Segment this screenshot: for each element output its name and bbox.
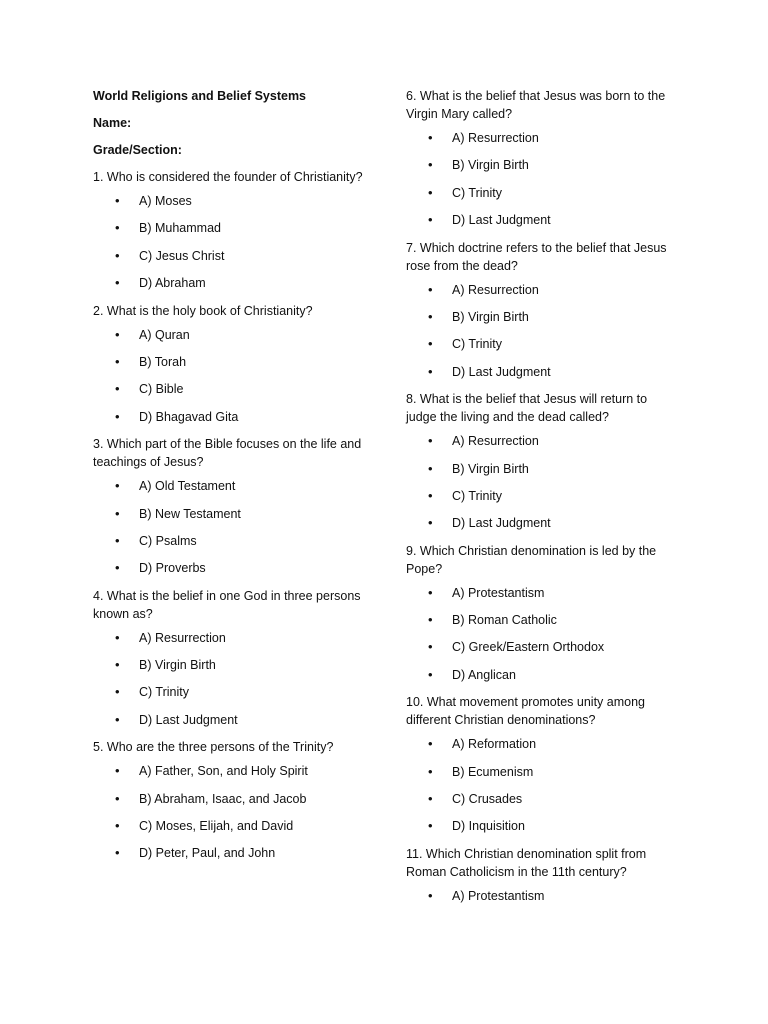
question-block	[406, 845, 681, 905]
option-item: • D) Anglican	[406, 666, 681, 684]
option-item: • A) Reformation	[406, 735, 681, 753]
option-item: • C) Greek/Eastern Orthodox	[406, 638, 681, 656]
option-item: • D) Last Judgment	[406, 514, 681, 532]
option-item: • B) Virgin Birth	[406, 156, 681, 174]
question-text: 2. What is the holy book of Christianity?	[93, 303, 313, 318]
option-item: • A) Resurrection	[406, 129, 681, 147]
question-block	[406, 542, 681, 684]
question-text: 1. Who is considered the founder of Christianity?	[93, 170, 363, 184]
grade-section-label: Grade/Section:	[93, 143, 182, 157]
option-item: • C) Moses, Elijah, and David	[93, 817, 363, 835]
option-item: • D) Last Judgment	[406, 211, 681, 229]
option-item: • A) Old Testament	[93, 477, 363, 495]
right-column	[406, 87, 681, 914]
option-item: • B) Abraham, Isaac, and Jacob	[93, 790, 363, 808]
question-block	[93, 587, 363, 729]
option-item: • A) Resurrection	[93, 629, 363, 647]
option-item: • D) Proverbs	[93, 559, 363, 577]
option-item: • B) Ecumenism	[406, 763, 681, 781]
option-item: • C) Crusades	[406, 790, 681, 808]
option-item: • C) Jesus Christ	[93, 247, 363, 265]
question-block	[93, 738, 363, 862]
option-item: • A) Protestantism	[406, 887, 681, 905]
question-text: 5. Who are the three persons of the Trinity?	[93, 740, 334, 755]
option-list	[93, 477, 363, 577]
question-text: 6. What is the belief that Jesus was born to the Virgin Mary called?	[406, 89, 666, 121]
option-list	[406, 887, 681, 905]
question-text: 11. Which Christian denomination split from Roman Catholicism in the 11th century?	[406, 846, 647, 879]
option-item: • C) Trinity	[406, 184, 681, 202]
option-item: • D) Abraham	[93, 274, 363, 292]
question-text: 9. Which Christian denomination is led by the Pope?	[406, 543, 657, 576]
option-list	[93, 629, 363, 729]
option-list	[93, 762, 363, 862]
option-item: • C) Trinity	[93, 683, 363, 701]
question-block	[406, 87, 681, 229]
option-item: • D) Inquisition	[406, 817, 681, 835]
question-block	[93, 435, 363, 577]
document-title: World Religions and Belief Systems	[93, 89, 307, 103]
question-block	[406, 390, 681, 532]
question-block	[406, 239, 681, 381]
question-block	[93, 302, 363, 426]
option-list	[93, 192, 363, 292]
option-item: • A) Resurrection	[406, 432, 681, 450]
option-item: • A) Moses	[93, 192, 363, 210]
option-list	[406, 129, 681, 229]
option-item: • C) Trinity	[406, 335, 681, 353]
option-item: • B) Virgin Birth	[93, 656, 363, 674]
left-column	[93, 87, 363, 872]
option-list	[93, 326, 363, 426]
option-item: • D) Last Judgment	[93, 711, 363, 729]
option-item: • B) New Testament	[93, 505, 363, 523]
option-item: • C) Trinity	[406, 487, 681, 505]
option-item: • B) Muhammad	[93, 219, 363, 237]
option-item: • C) Psalms	[93, 532, 363, 550]
question-text: 10. What movement promotes unity among different Christian denominations?	[406, 695, 646, 728]
option-item: • A) Resurrection	[406, 281, 681, 299]
option-item: • A) Protestantism	[406, 584, 681, 602]
option-item: • B) Torah	[93, 353, 363, 371]
option-list	[406, 281, 681, 381]
option-item: • B) Virgin Birth	[406, 460, 681, 478]
option-list	[406, 584, 681, 684]
question-text: 8. What is the belief that Jesus will return to judge the living and the dead called?	[406, 392, 648, 425]
option-item: • B) Roman Catholic	[406, 611, 681, 629]
question-block	[93, 168, 363, 292]
option-item: • A) Quran	[93, 326, 363, 344]
question-text: 3. Which part of the Bible focuses on the life and teachings of Jesus?	[93, 437, 362, 470]
option-list	[406, 432, 681, 532]
option-item: • B) Virgin Birth	[406, 308, 681, 326]
option-item: • A) Father, Son, and Holy Spirit	[93, 762, 363, 780]
name-label: Name:	[93, 116, 132, 130]
option-item: • C) Bible	[93, 380, 363, 398]
question-block	[406, 693, 681, 835]
question-text: 4. What is the belief in one God in three persons known as?	[93, 588, 361, 621]
option-list	[406, 735, 681, 835]
option-item: • D) Last Judgment	[406, 363, 681, 381]
question-text: 7. Which doctrine refers to the belief that Jesus rose from the dead?	[406, 240, 667, 273]
option-item: • D) Bhagavad Gita	[93, 408, 363, 426]
option-item: • D) Peter, Paul, and John	[93, 844, 363, 862]
